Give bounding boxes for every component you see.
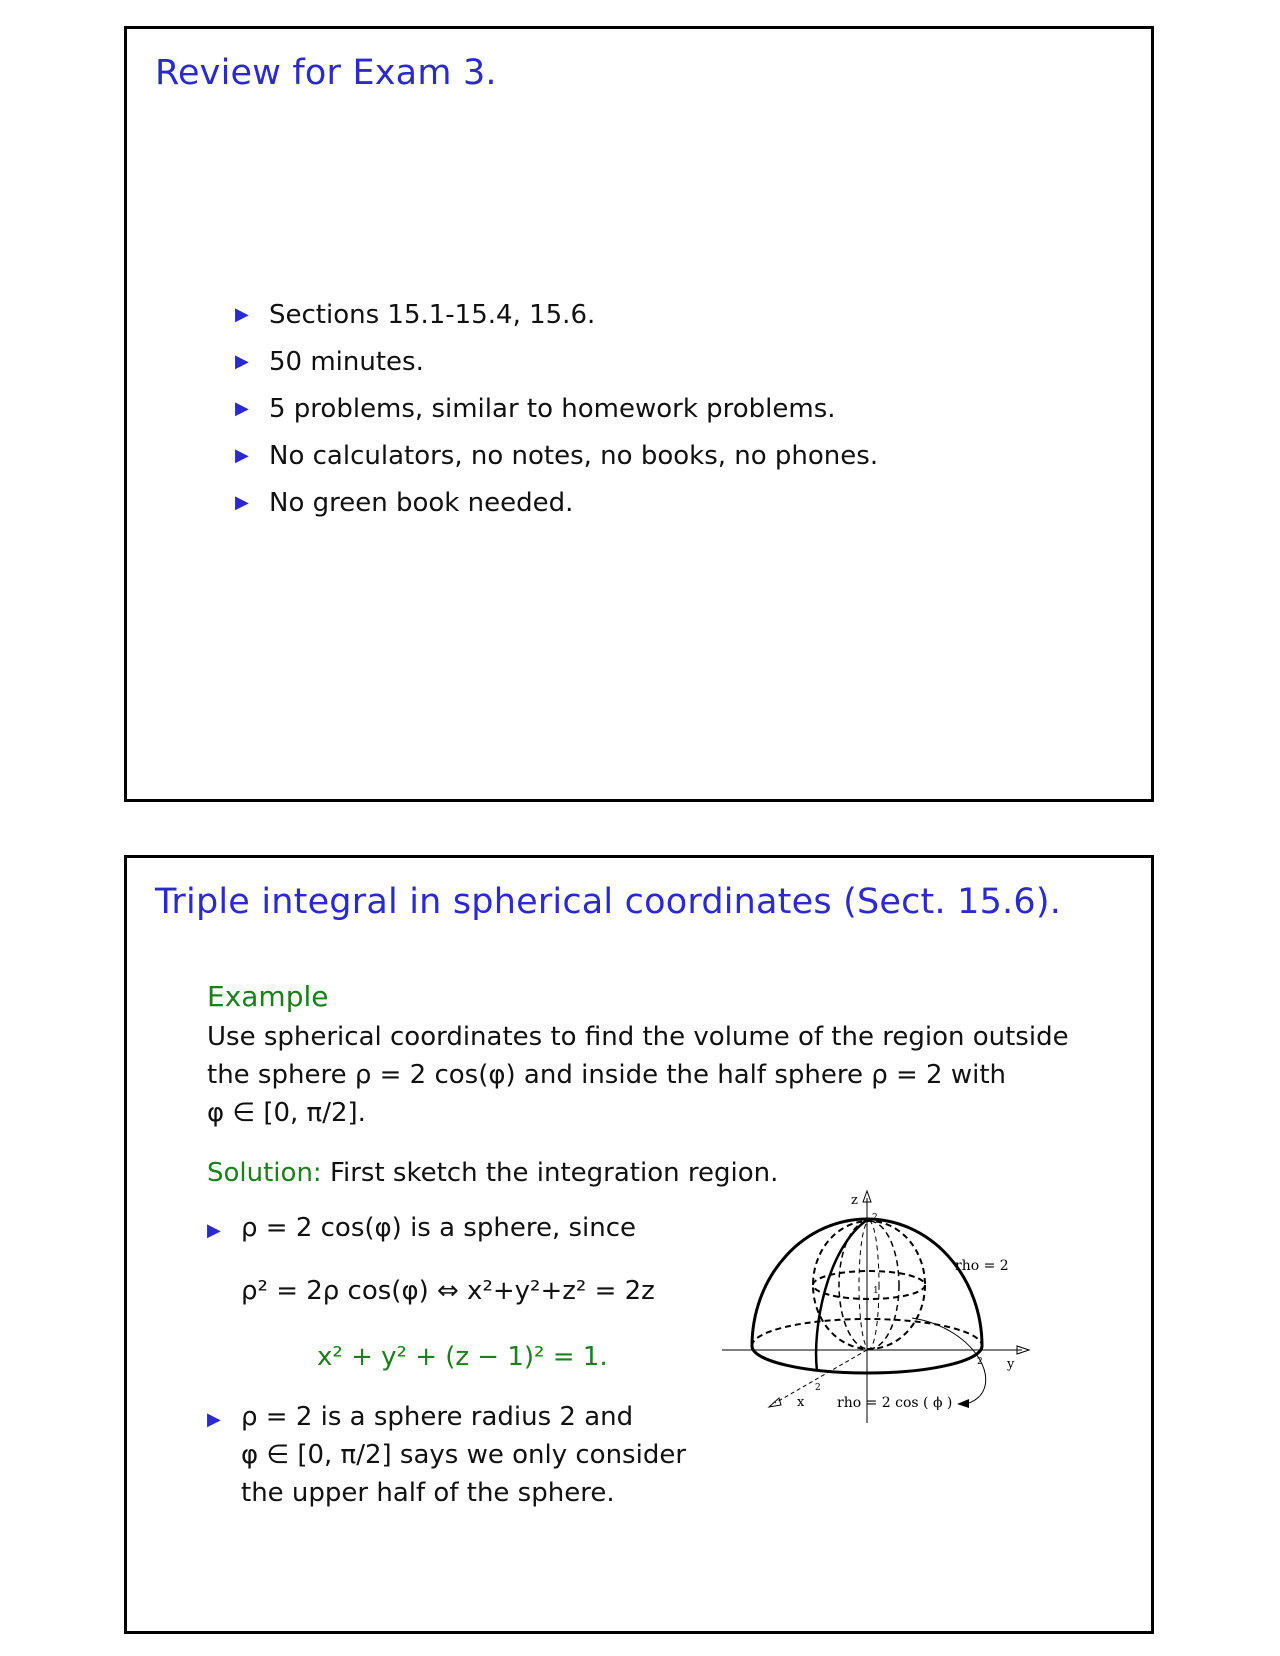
bullet-triangle-icon: ▶ xyxy=(235,350,249,372)
list-item: ▶ 5 problems, similar to homework problems. xyxy=(235,393,836,424)
slide-review xyxy=(124,26,1154,802)
bullet-triangle-icon: ▶ xyxy=(235,444,249,466)
bullet-triangle-icon: ▶ xyxy=(235,397,249,419)
list-item: ▶ No calculators, no notes, no books, no phones. xyxy=(235,440,879,471)
label-inner-sphere: rho = 2 cos ( ϕ ) xyxy=(837,1395,953,1411)
pointer-arrow-icon xyxy=(957,1399,969,1408)
bullet-triangle-icon: ▶ xyxy=(207,1409,221,1430)
pointer-curve xyxy=(912,1318,986,1403)
bullet-triangle-icon: ▶ xyxy=(235,491,249,513)
list-item: ▶ Sections 15.1-15.4, 15.6. xyxy=(235,299,596,330)
bullet-sphere-2: ▶ ρ = 2 is a sphere radius 2 and xyxy=(207,1398,633,1439)
bullet-list xyxy=(235,291,878,526)
slide-title: Review for Exam 3. xyxy=(155,53,497,93)
example-heading: Example xyxy=(207,980,329,1013)
example-text-line-2: the sphere ρ = 2 cos(φ) and inside the half sphere ρ = 2 with xyxy=(207,1060,1007,1090)
label-y2: 2 xyxy=(977,1357,983,1367)
slide-spherical xyxy=(124,855,1154,1634)
slide-title: Triple integral in spherical coordinates (Sect. 15.6). xyxy=(155,882,1062,922)
solution-line xyxy=(207,1154,778,1192)
bullet-triangle-icon: ▶ xyxy=(207,1220,221,1241)
label-z: z xyxy=(851,1193,858,1208)
inner-sphere-equator xyxy=(813,1271,925,1299)
example-text-line-1: Use spherical coordinates to find the volume of the region outside xyxy=(207,1022,1069,1052)
label-x: x xyxy=(797,1395,805,1410)
bullet-sphere-1: ▶ ρ = 2 cos(φ) is a sphere, since xyxy=(207,1209,636,1250)
list-item: ▶ 50 minutes. xyxy=(235,346,424,377)
inner-sphere-meridian-2 xyxy=(859,1221,879,1349)
equation-1: ρ² = 2ρ cos(φ) ⇔ x²+y²+z² = 2z xyxy=(241,1276,655,1306)
label-center: 1 xyxy=(873,1286,879,1296)
label-x2: 2 xyxy=(815,1383,821,1393)
list-item: ▶ No green book needed. xyxy=(235,487,574,518)
inner-sphere-outline xyxy=(813,1221,925,1349)
solution-label: Solution: xyxy=(207,1158,322,1188)
example-text-line-3: φ ∈ [0, π/2]. xyxy=(207,1098,366,1128)
bullet-sphere-2-line-2: φ ∈ [0, π/2] says we only consider xyxy=(241,1440,687,1470)
label-top: 2 xyxy=(872,1213,878,1223)
bullet-triangle-icon: ▶ xyxy=(235,303,249,325)
label-y: y xyxy=(1007,1357,1015,1372)
solution-text: First sketch the integration region. xyxy=(329,1158,779,1188)
hemisphere-figure xyxy=(717,1188,1137,1458)
label-outer-sphere: rho = 2 xyxy=(955,1258,1009,1274)
equation-2: x² + y² + (z − 1)² = 1. xyxy=(317,1342,608,1372)
bullet-sphere-2-line-3: the upper half of the sphere. xyxy=(241,1478,615,1508)
